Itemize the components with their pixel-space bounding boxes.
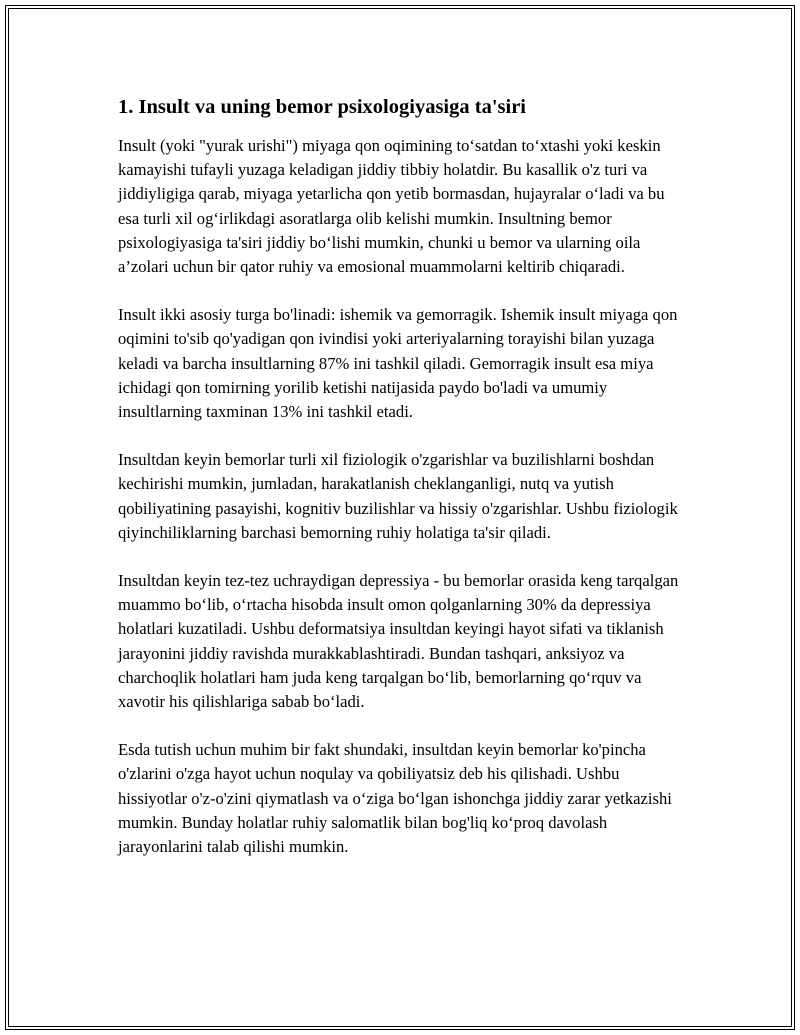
paragraph-5: Esda tutish uchun muhim bir fakt shundaki, insultdan keyin bemorlar ko'pincha o'zlarini o'zga hayot uchun noqulay va qobiliyatsiz deb his qilishadi. Ushbu hissiyotlar o'z-o'zini qiymatlash va o‘ziga bo‘lgan ishonchga jiddiy zarar yetkazishi mumkin. Bunday holatlar ruhiy salomatlik bilan bog'liq ko‘proq davolash jarayonlarini talab qilishi mumkin. xyxy=(118,740,672,857)
paragraph-2: Insult ikki asosiy turga bo'linadi: ishemik va gemorragik. Ishemik insult miyaga qon oqimini to'sib qo'yadigan qon ivindisi yoki arteriyalarning torayishi bilan yuzaga keladi va barcha insultlarning 87% ini tashkil qiladi. Gemorragik insult esa miya ichidagi qon tomirning yorilib ketishi natijasida paydo bo'ladi va umumiy insultlarning taxminan 13% ini tashkil etadi. xyxy=(118,305,678,422)
document-body xyxy=(118,94,688,883)
section-heading: 1. Insult va uning bemor psixologiyasiga ta'siri xyxy=(118,96,526,118)
paragraph-1: Insult (yoki "yurak urishi") miyaga qon oqimining to‘satdan to‘xtashi yoki keskin kamayishi tufayli yuzaga keladigan jiddiy tibbiy holatdir. Bu kasallik o'z turi va jiddiyligiga qarab, miyaga yetarlicha qon yetib bormasdan, hujayralar o‘ladi va bu esa turli xil og‘irlikdagi asoratlarga olib kelishi mumkin. Insultning bemor psixologiyasiga ta'siri jiddiy bo‘lishi mumkin, chunki u bemor va ularning oila a’zolari uchun bir qator ruhiy va emosional muammolarni keltirib chiqaradi. xyxy=(118,136,665,277)
paragraph-3: Insultdan keyin bemorlar turli xil fiziologik o'zgarishlar va buzilishlarni boshdan kechirishi mumkin, jumladan, harakatlanish cheklanganligi, nutq va yutish qobiliyatining pasayishi, kognitiv buzilishlar va hissiy o'zgarishlar. Ushbu fiziologik qiyinchiliklarning barchasi bemorning ruhiy holatiga ta'sir qiladi. xyxy=(118,450,678,542)
paragraph-4: Insultdan keyin tez-tez uchraydigan depressiya - bu bemorlar orasida keng tarqalgan muammo bo‘lib, o‘rtacha hisobda insult omon qolganlarning 30% da depressiya holatlari kuzatiladi. Ushbu deformatsiya insultdan keyingi hayot sifati va tiklanish jarayonini jiddiy ravishda murakkablashtiradi. Bundan tashqari, anksiyoz va charchoqlik holatlari ham juda keng tarqalgan bo‘lib, bemorlarning qo‘rquv va xavotir his qilishlariga sabab bo‘ladi. xyxy=(118,571,679,712)
